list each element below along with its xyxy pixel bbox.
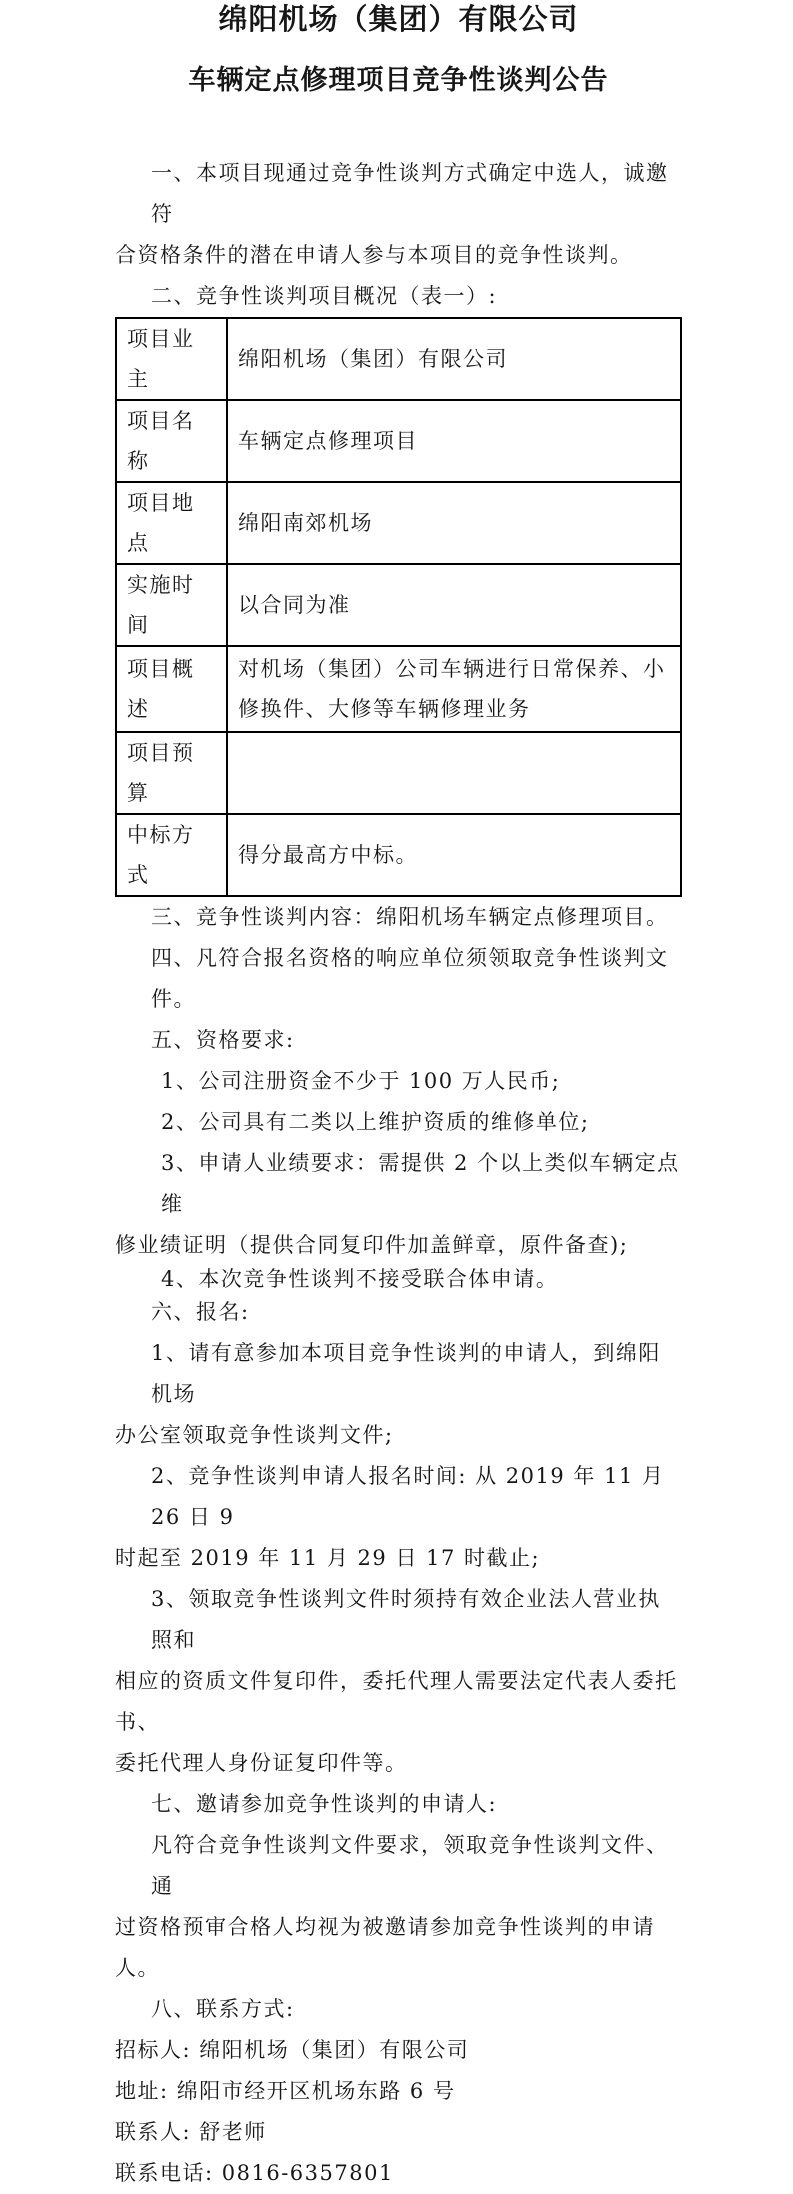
table-row bbox=[116, 400, 681, 482]
doc-line: 1、请有意参加本项目竞争性谈判的申请人，到绵阳机场 bbox=[151, 1341, 661, 1406]
doc-line: 委托代理人身份证复印件等。 bbox=[115, 1751, 408, 1775]
doc-line: 七、邀请参加竞争性谈判的申请人: bbox=[151, 1792, 498, 1816]
doc-line: 办公室领取竞争性谈判文件; bbox=[115, 1423, 394, 1447]
row-value: 对机场（集团）公司车辆进行日常保养、小修换件、大修等车辆修理业务 bbox=[227, 646, 681, 732]
row-value: 车辆定点修理项目 bbox=[227, 400, 681, 482]
row-label: 项目业主 bbox=[116, 318, 227, 400]
doc-line: 2、竞争性谈判申请人报名时间: 从 2019 年 11 月 26 日 9 bbox=[151, 1464, 673, 1529]
doc-line: 3、领取竞争性谈判文件时须持有效企业法人营业执照和 bbox=[151, 1587, 661, 1652]
row-value: 绵阳南郊机场 bbox=[227, 482, 681, 564]
doc-line: 联系电话: 0816-6357801 bbox=[115, 2161, 394, 2185]
doc-line: 六、报名: bbox=[151, 1300, 250, 1324]
doc-line: 二、竞争性谈判项目概况（表一）: bbox=[151, 284, 498, 308]
doc-line: 过资格预审合格人均视为被邀请参加竞争性谈判的申请人。 bbox=[115, 1915, 655, 1980]
table-row bbox=[116, 564, 681, 646]
announcement-title-type: 竞争性谈判公告 bbox=[412, 65, 609, 96]
row-label: 实施时间 bbox=[116, 564, 227, 646]
row-value bbox=[227, 732, 681, 814]
doc-line: 三、竞争性谈判内容：绵阳机场车辆定点修理项目。 bbox=[151, 905, 669, 929]
table-row bbox=[116, 482, 681, 564]
doc-line: 3、申请人业绩要求：需提供 2 个以上类似车辆定点维 bbox=[161, 1151, 680, 1216]
row-label: 项目地点 bbox=[116, 482, 227, 564]
doc-line: 1、公司注册资金不少于 100 万人民币; bbox=[161, 1069, 561, 1093]
doc-line: 招标人: 绵阳机场（集团）有限公司 bbox=[115, 2038, 470, 2062]
doc-line: 合资格条件的潜在申请人参与本项目的竞争性谈判。 bbox=[115, 243, 633, 267]
document-body bbox=[115, 153, 682, 2194]
row-value: 绵阳机场（集团）有限公司 bbox=[227, 318, 681, 400]
row-value: 以合同为准 bbox=[227, 564, 681, 646]
announcement-title-project: 车辆定点修理项目 bbox=[188, 65, 413, 96]
doc-line: 地址: 绵阳市经开区机场东路 6 号 bbox=[115, 2079, 456, 2103]
row-value: 得分最高方中标。 bbox=[227, 814, 681, 896]
doc-line: 一、本项目现通过竞争性谈判方式确定中选人，诚邀符 bbox=[151, 161, 669, 226]
doc-line: 联系人: 舒老师 bbox=[115, 2120, 267, 2144]
doc-line: 凡符合竞争性谈判文件要求，领取竞争性谈判文件、通 bbox=[151, 1833, 669, 1898]
table-row bbox=[116, 732, 681, 814]
doc-line: 时起至 2019 年 11 月 29 日 17 时截止; bbox=[115, 1546, 541, 1570]
announcement-title bbox=[115, 64, 682, 98]
company-title: 绵阳机场（集团）有限公司 bbox=[218, 2, 579, 36]
table-row bbox=[116, 318, 681, 400]
doc-line: 四、凡符合报名资格的响应单位须领取竞争性谈判文件。 bbox=[151, 946, 669, 1011]
doc-line: 2、公司具有二类以上维护资质的维修单位; bbox=[161, 1110, 590, 1134]
row-label: 项目名称 bbox=[116, 400, 227, 482]
doc-line: 八、联系方式: bbox=[151, 1997, 295, 2021]
table-row bbox=[116, 646, 681, 732]
doc-line: 五、资格要求: bbox=[151, 1028, 295, 1052]
doc-line: 4、本次竞争性谈判不接受联合体申请。 bbox=[161, 1267, 559, 1291]
doc-line: 相应的资质文件复印件，委托代理人需要法定代表人委托书、 bbox=[115, 1669, 678, 1734]
row-label: 中标方式 bbox=[116, 814, 227, 896]
row-label: 项目预算 bbox=[116, 732, 227, 814]
row-label: 项目概述 bbox=[116, 646, 227, 732]
project-overview-table bbox=[115, 317, 682, 897]
doc-line: 修业绩证明（提供合同复印件加盖鲜章，原件备查); bbox=[115, 1233, 629, 1257]
table-row bbox=[116, 814, 681, 896]
